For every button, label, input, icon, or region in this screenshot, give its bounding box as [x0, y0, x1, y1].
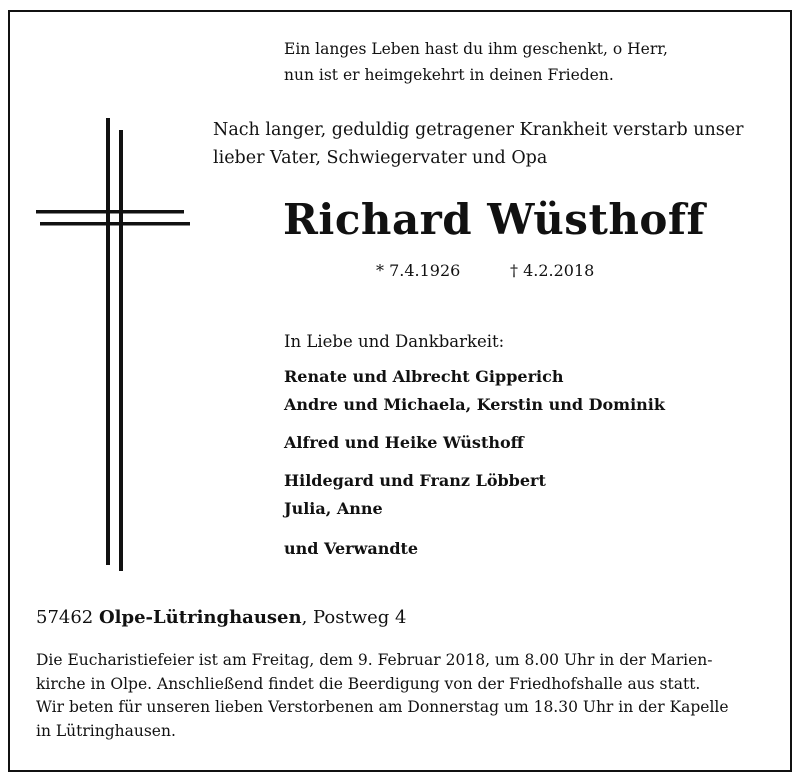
- mourner-name: Hildegard und Franz Löbbert: [284, 471, 546, 490]
- bible-verse: [284, 36, 668, 88]
- mourner-name: Andre und Michaela, Kerstin und Dominik: [284, 395, 665, 414]
- mourners-intro: In Liebe und Dankbarkeit:: [284, 332, 505, 351]
- city-name: Olpe-Lütringhausen: [99, 607, 302, 628]
- mourner-name: Julia, Anne: [284, 499, 383, 518]
- mourner-name: und Verwandte: [284, 539, 419, 558]
- mourning-address: [36, 605, 406, 631]
- verse-line: nun ist er heimgekehrt in deinen Frieden.: [284, 66, 614, 84]
- service-info: [36, 649, 729, 743]
- street-name: , Postweg 4: [301, 607, 407, 628]
- mourner-group: [284, 467, 546, 523]
- birth-date: * 7.4.1926: [376, 261, 461, 280]
- postal-code: 57462: [36, 607, 94, 628]
- mourner-group: [284, 535, 418, 563]
- mourner-name: Renate und Albrecht Gipperich: [284, 367, 564, 386]
- service-line: Die Eucharistiefeier ist am Freitag, dem 9. Februar 2018, um 8.00 Uhr in der Marien-: [36, 651, 713, 669]
- verse-line: Ein langes Leben hast du ihm geschenkt, o Herr,: [284, 40, 668, 58]
- service-line: kirche in Olpe. Anschließend findet die Beerdigung von der Friedhofshalle aus statt.: [36, 674, 701, 693]
- announcement-line: lieber Vater, Schwiegervater und Opa: [213, 148, 548, 168]
- service-line: in Lütringhausen.: [36, 721, 176, 740]
- announcement-line: Nach langer, geduldig getragener Krankheit verstarb unser: [213, 120, 744, 140]
- mourner-group: [284, 363, 665, 419]
- mourner-group: [284, 429, 524, 457]
- service-line: Wir beten für unseren lieben Verstorbenen am Donnerstag um 18.30 Uhr in der Kapelle: [36, 698, 729, 716]
- death-announcement: [213, 116, 744, 172]
- mourner-name: Alfred und Heike Wüsthoff: [284, 433, 524, 452]
- death-date: † 4.2.2018: [510, 261, 595, 280]
- deceased-name: Richard Wüsthoff: [283, 195, 706, 244]
